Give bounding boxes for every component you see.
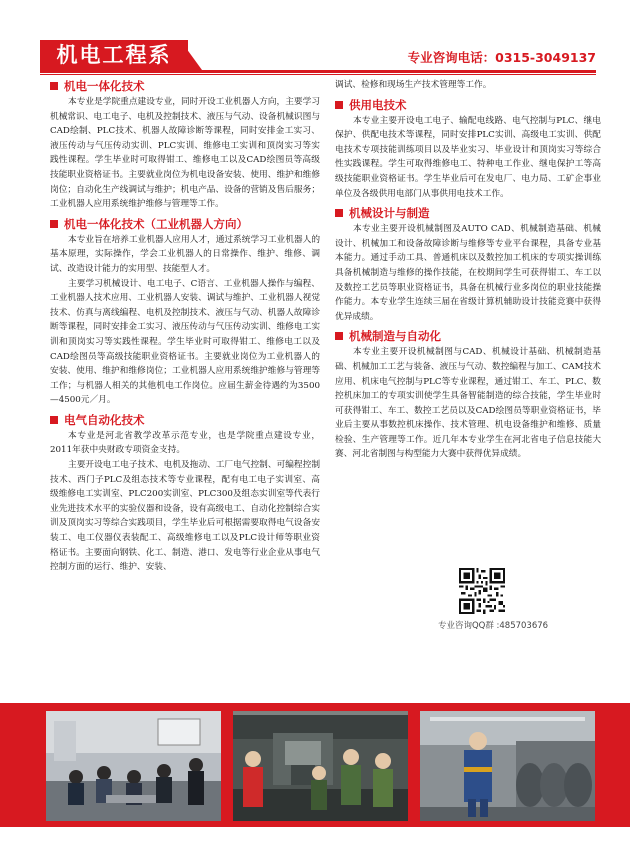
department-title-block xyxy=(40,40,188,70)
section-paragraph: 本专业主要开设机械制图与CAD、机械设计基础、机械制造基础、机械加工工艺与装备、液压与气动、数控编程与加工、CAM技术应用、机床电气控制与PLC等专业课程，通过钳工、车工、PLC、数控机床加工的专项实训使学生具备智能制造的综合技能，学生毕业时可获得钳工、车工、数控工艺员以及CAD绘图员等职业资格证书，毕业后主要从事数控机床操作、技术管理、机电设备维护和维修、质量检验、生产管理等工作。近几年本专业学生在河北省电子信息技能大赛、河北省制图与构型能力大赛中获得优异成绩。 xyxy=(335,347,601,460)
header-rule xyxy=(40,70,596,73)
qq-group-caption: 专业咨询QQ群 :485703676 xyxy=(437,621,549,631)
right-column xyxy=(335,78,601,462)
section-paragraph: 本专业主要开设机械制图及AUTO CAD、机械制造基础、机械设计、机械加工和设备故障诊断与维修等专业平台课程，具备专业基本能力。通过手动工具、普通机床以及数控加工机床的专项实操训练具备机械制造与维修的操作技能，在校期间学生可获得钳工、车工以及数控工艺员等职业资格证书，具备在机械行业多岗位的职业技能操作能力。本专业学生连续三届在省级计算机辅助设计技能竞赛中获得优异成绩。 xyxy=(335,224,601,322)
bullet-square-icon xyxy=(335,332,343,340)
department-title: 机电工程系 xyxy=(56,43,172,67)
section-industrial-robot xyxy=(50,216,320,408)
section-title: 机电一体化技术（工业机器人方向） xyxy=(64,216,248,231)
section-paragraph: 主要开设电工电子技术、电机及拖动、工厂电气控制、可编程控制技术、西门子PLC及组态技术等专业课程，配有电工电子实训室、高级维修电工实训室、PLC200实训室、PLC300及组态实训室等代表行业先进技术水平的实验仪器和设备，设有高级电工、自动化控制综合实训及顶岗实习等综合实践项目，学生毕业后可根据需要取得电气设备安装工、电工仪器仪表装配工、高级维修电工以及PLC设计师等职业资格证书。主要面向钢铁、化工、制造、港口、发电等行业企业从事电气控制方面的运行、维护、安装、 xyxy=(50,460,320,573)
section-title: 机械制造与自动化 xyxy=(349,329,441,344)
section-title: 机械设计与制造 xyxy=(349,206,430,221)
qr-code-icon xyxy=(459,568,505,614)
section-mechanical-design xyxy=(335,205,601,324)
bullet-square-icon xyxy=(50,416,58,424)
section-power-supply xyxy=(335,97,601,202)
consult-hotline: 专业咨询电话：0315-3049137 xyxy=(407,50,596,65)
header xyxy=(0,0,630,72)
title-corner-decoration xyxy=(186,48,202,70)
factory-photo xyxy=(420,711,595,821)
bullet-square-icon xyxy=(50,82,58,90)
classroom-photo xyxy=(46,711,221,821)
bullet-square-icon xyxy=(50,220,58,228)
section-mechanical-automation xyxy=(335,328,601,462)
workshop-photo xyxy=(233,711,408,821)
bullet-square-icon xyxy=(335,209,343,217)
header-rule-thin xyxy=(40,74,596,75)
section-electrical-automation xyxy=(50,412,320,575)
section-title: 供用电技术 xyxy=(349,97,407,112)
bullet-square-icon xyxy=(335,101,343,109)
section-paragraph: 本专业旨在培养工业机器人应用人才，通过系统学习工业机器人的基本原理，实际操作，学会工业机器人的日常操作、维护、维修、调试、改造设计能力的实用型、技能型人才。 xyxy=(50,234,320,274)
section-paragraph: 本专业主要开设电工电子、输配电线路、电气控制与PLC、继电保护、供配电技术等课程，同时安排PLC实训、高级电工实训、供配电技术专项技能训练项目以及毕业实习、毕业设计和顶岗实习等综合性实践课程。学生可取得维修电工、特种电工作业、继电保护工等高级技能职业资格证书。学生毕业后可在发电厂、电力局、工矿企事业单位及各级供用电部门从事供用电技术工作。 xyxy=(335,115,601,199)
section-paragraph: 主要学习机械设计、电工电子、C语言、工业机器人操作与编程、工业机器人技术应用、工业机器人安装、调试与维护、工业机器人视觉技术、仿真与离线编程、电机及控制技术、液压与气动、机器人故障诊断等课程，同时安排金工实习、液压传动与气压传动实训、维修电工实训和顶岗实习等实践性课程。学生毕业时可取得钳工、维修电工以及CAD绘图员等高级技能职业资格证书。主要就业岗位为工业机器人的安装、使用、维护和维修岗位；工业机器人应用系统维护维修与管理等工作；与机器人相关的其他机电工作岗位。应届生薪金待遇约为3500—4500元／月。 xyxy=(50,278,320,406)
section-title: 机电一体化技术 xyxy=(64,79,145,93)
section-paragraph: 本专业是学院重点建设专业，同时开设工业机器人方向，主要学习机械常识、电工电子、电机及控制技术、液压与气动、设备机械识图与CAD绘制、PLC技术、机器人故障诊断等课程，同时安排金工实习、液压传动与气压传动实训、PLC实训、维修电工实训和顶岗实习等实践性课程。学生毕业时可取得钳工、维修电工以及CAD绘图员等高级技能职业资格证书。主要就业岗位为机电设备安装、使用、维护和维修岗位；自动化生产线调试与维护；机电产品、设备的营销及售后服务；工业机器人应用系统维护维修与管理等工作。 xyxy=(50,97,320,210)
section-paragraph: 本专业是河北省教学改革示范专业，也是学院重点建设专业，2011年获中央财政专项资金支持。 xyxy=(50,430,320,456)
section-title: 电气自动化技术 xyxy=(64,412,145,427)
continued-text: 调试、检修和现场生产技术管理等工作。 xyxy=(335,80,492,90)
left-column xyxy=(50,78,320,575)
section-mechatronics xyxy=(50,78,320,212)
